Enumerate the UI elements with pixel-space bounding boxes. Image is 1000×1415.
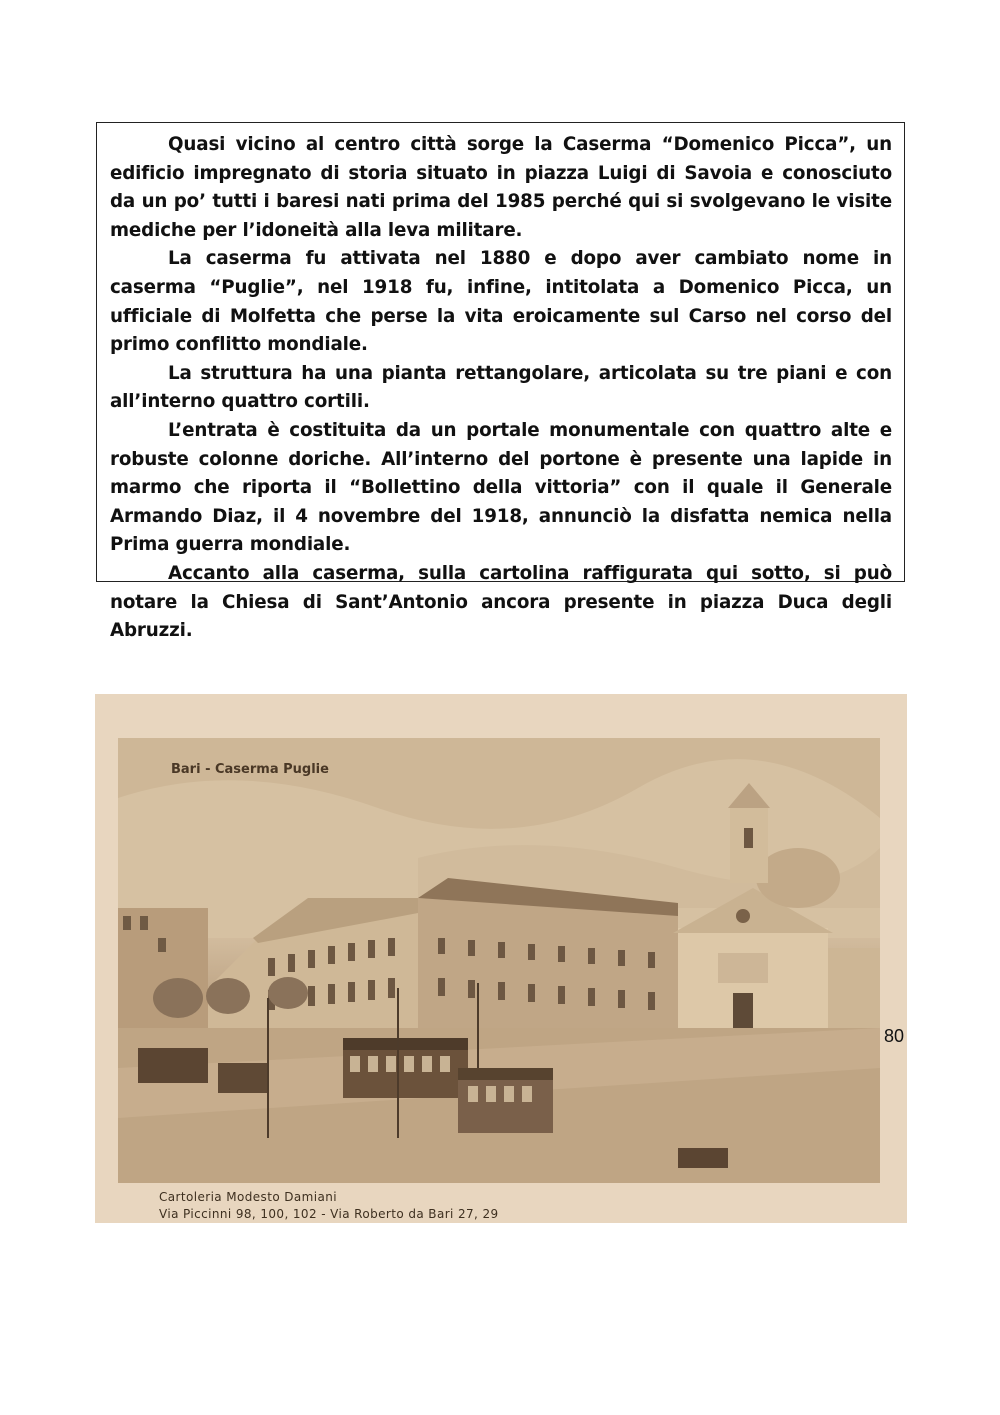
text-box bbox=[96, 122, 905, 642]
paragraph-2: La caserma fu attivata nel 1880 e dopo aver cambiato nome in caserma “Puglie”, nel 1918 fu, infine, intitolata a Domenico Picca, un ufficiale di Molfetta che perse la vita eroicamente sul Carso nel corso del primo conflitto mondiale. bbox=[110, 248, 892, 356]
paragraph-1: Quasi vicino al centro città sorge la Caserma “Domenico Picca”, un edificio impregnato di storia situato in piazza Luigi di Savoia e conosciuto da un po’ tutti i baresi nati prima del 1985 perché qui si svolgevano le visite mediche per l’idoneità alla leva militare. bbox=[110, 134, 892, 241]
postcard-footer-line2: Via Piccinni 98, 100, 102 - Via Roberto da Bari 27, 29 bbox=[159, 1207, 499, 1221]
paragraph-4: L’entrata è costituita da un portale monumentale con quattro alte e robuste colonne doriche. All’interno del portone è presente una lapide in marmo che riporta il “Bollettino della vittoria” con il quale il Generale Armando Diaz, il 4 novembre del 1918, annunciò la disfatta nemica nella Prima guerra mondiale. bbox=[110, 419, 892, 556]
postcard-footer-line1: Cartoleria Modesto Damiani bbox=[159, 1190, 337, 1204]
paragraph-3: La struttura ha una pianta rettangolare, articolata su tre piani e con all’interno quattro cortili. bbox=[110, 362, 892, 413]
postcard-title: Bari - Caserma Puglie bbox=[171, 762, 329, 777]
postcard-scene bbox=[118, 738, 880, 1183]
postcard-image bbox=[95, 694, 907, 1223]
page-number: 80 bbox=[884, 1026, 905, 1046]
paragraph-5: Accanto alla caserma, sulla cartolina raffigurata qui sotto, si può notare la Chiesa di Sant’Antonio ancora presente in piazza Duca degli Abruzzi. bbox=[110, 562, 892, 642]
postcard-photo bbox=[118, 738, 880, 1183]
